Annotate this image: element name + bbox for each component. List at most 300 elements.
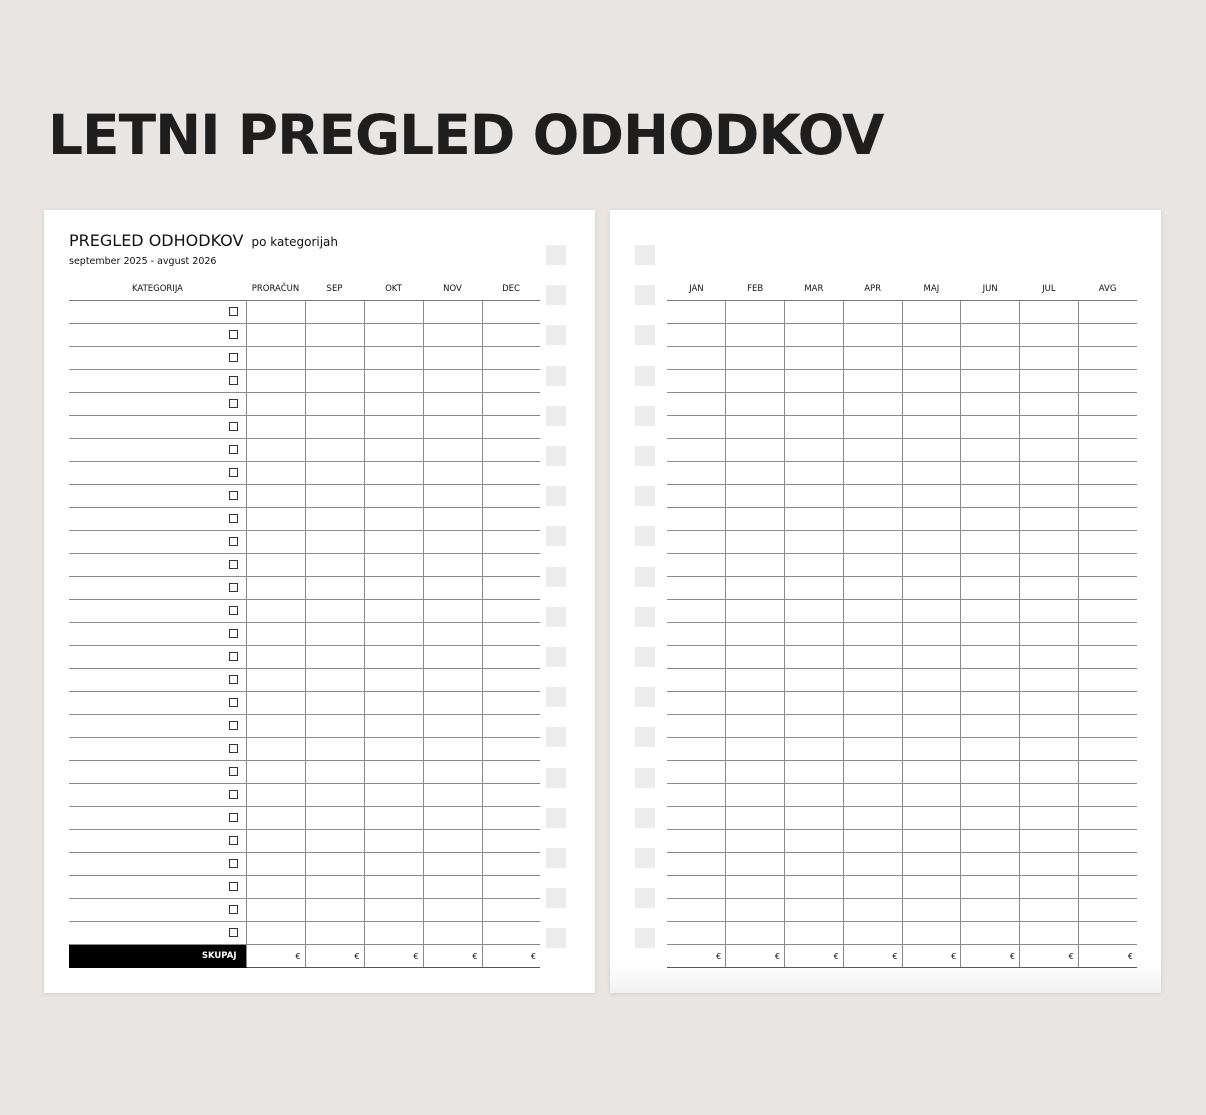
amount-cell[interactable] [843, 554, 902, 577]
amount-cell[interactable] [1078, 324, 1137, 347]
amount-cell[interactable] [667, 439, 726, 462]
amount-cell[interactable] [482, 347, 540, 370]
amount-cell[interactable] [1078, 715, 1137, 738]
side-tab[interactable] [635, 808, 655, 828]
amount-cell[interactable] [1078, 830, 1137, 853]
amount-cell[interactable] [843, 876, 902, 899]
amount-cell[interactable] [482, 715, 540, 738]
amount-cell[interactable] [667, 531, 726, 554]
category-checkbox[interactable] [229, 583, 238, 592]
side-tab[interactable] [635, 928, 655, 948]
amount-cell[interactable] [726, 853, 785, 876]
amount-cell[interactable] [423, 807, 482, 830]
amount-cell[interactable] [843, 738, 902, 761]
amount-cell[interactable] [961, 853, 1020, 876]
amount-cell[interactable] [482, 623, 540, 646]
amount-cell[interactable] [364, 485, 423, 508]
amount-cell[interactable] [423, 324, 482, 347]
side-tab[interactable] [546, 848, 566, 868]
category-checkbox[interactable] [229, 422, 238, 431]
amount-cell[interactable] [843, 669, 902, 692]
amount-cell[interactable] [246, 554, 305, 577]
amount-cell[interactable] [246, 853, 305, 876]
amount-cell[interactable] [423, 646, 482, 669]
amount-cell[interactable] [246, 416, 305, 439]
amount-cell[interactable] [843, 646, 902, 669]
amount-cell[interactable] [246, 623, 305, 646]
side-tab[interactable] [546, 647, 566, 667]
amount-cell[interactable] [785, 715, 844, 738]
amount-cell[interactable] [667, 715, 726, 738]
amount-cell[interactable] [1020, 577, 1079, 600]
amount-cell[interactable] [305, 600, 364, 623]
amount-cell[interactable] [1020, 623, 1079, 646]
amount-cell[interactable] [246, 876, 305, 899]
amount-cell[interactable] [1078, 853, 1137, 876]
amount-cell[interactable] [364, 301, 423, 324]
amount-cell[interactable] [423, 669, 482, 692]
amount-cell[interactable] [1078, 508, 1137, 531]
amount-cell[interactable] [667, 508, 726, 531]
amount-cell[interactable] [902, 692, 961, 715]
amount-cell[interactable] [667, 554, 726, 577]
amount-cell[interactable] [1078, 669, 1137, 692]
side-tab[interactable] [546, 446, 566, 466]
amount-cell[interactable] [482, 853, 540, 876]
amount-cell[interactable] [843, 830, 902, 853]
amount-cell[interactable] [364, 416, 423, 439]
amount-cell[interactable] [364, 738, 423, 761]
amount-cell[interactable] [961, 301, 1020, 324]
amount-cell[interactable] [902, 439, 961, 462]
amount-cell[interactable] [961, 692, 1020, 715]
amount-cell[interactable] [843, 853, 902, 876]
category-checkbox[interactable] [229, 399, 238, 408]
amount-cell[interactable] [667, 370, 726, 393]
amount-cell[interactable] [1078, 531, 1137, 554]
amount-cell[interactable] [726, 899, 785, 922]
amount-cell[interactable] [902, 485, 961, 508]
amount-cell[interactable] [364, 554, 423, 577]
amount-cell[interactable] [305, 899, 364, 922]
category-checkbox[interactable] [229, 629, 238, 638]
amount-cell[interactable] [667, 416, 726, 439]
amount-cell[interactable] [1020, 830, 1079, 853]
amount-cell[interactable] [961, 324, 1020, 347]
amount-cell[interactable] [667, 600, 726, 623]
amount-cell[interactable] [246, 462, 305, 485]
amount-cell[interactable] [1020, 324, 1079, 347]
amount-cell[interactable] [482, 554, 540, 577]
amount-cell[interactable] [1020, 554, 1079, 577]
category-cell[interactable] [69, 899, 246, 922]
amount-cell[interactable] [902, 830, 961, 853]
amount-cell[interactable] [902, 393, 961, 416]
amount-cell[interactable] [961, 784, 1020, 807]
amount-cell[interactable] [961, 646, 1020, 669]
amount-cell[interactable] [364, 577, 423, 600]
amount-cell[interactable] [785, 324, 844, 347]
amount-cell[interactable] [246, 485, 305, 508]
amount-cell[interactable] [785, 577, 844, 600]
amount-cell[interactable] [902, 922, 961, 945]
category-cell[interactable] [69, 830, 246, 853]
amount-cell[interactable] [785, 876, 844, 899]
category-cell[interactable] [69, 692, 246, 715]
amount-cell[interactable] [785, 853, 844, 876]
amount-cell[interactable] [785, 531, 844, 554]
category-cell[interactable] [69, 646, 246, 669]
amount-cell[interactable] [482, 416, 540, 439]
amount-cell[interactable] [1020, 416, 1079, 439]
amount-cell[interactable] [423, 623, 482, 646]
amount-cell[interactable] [726, 508, 785, 531]
amount-cell[interactable] [305, 830, 364, 853]
amount-cell[interactable] [1020, 876, 1079, 899]
total-amount-cell[interactable]: € [1078, 945, 1137, 968]
category-checkbox[interactable] [229, 767, 238, 776]
amount-cell[interactable] [364, 370, 423, 393]
amount-cell[interactable] [843, 623, 902, 646]
amount-cell[interactable] [785, 646, 844, 669]
amount-cell[interactable] [305, 577, 364, 600]
total-amount-cell[interactable]: € [423, 945, 482, 968]
amount-cell[interactable] [785, 738, 844, 761]
amount-cell[interactable] [1078, 301, 1137, 324]
amount-cell[interactable] [726, 439, 785, 462]
amount-cell[interactable] [902, 738, 961, 761]
amount-cell[interactable] [305, 784, 364, 807]
category-checkbox[interactable] [229, 882, 238, 891]
category-cell[interactable] [69, 876, 246, 899]
side-tab[interactable] [546, 366, 566, 386]
amount-cell[interactable] [482, 439, 540, 462]
side-tab[interactable] [635, 727, 655, 747]
total-amount-cell[interactable]: € [305, 945, 364, 968]
category-cell[interactable] [69, 784, 246, 807]
amount-cell[interactable] [364, 393, 423, 416]
amount-cell[interactable] [843, 807, 902, 830]
category-checkbox[interactable] [229, 514, 238, 523]
amount-cell[interactable] [246, 899, 305, 922]
amount-cell[interactable] [785, 439, 844, 462]
amount-cell[interactable] [1078, 807, 1137, 830]
side-tab[interactable] [635, 687, 655, 707]
amount-cell[interactable] [423, 554, 482, 577]
side-tab[interactable] [635, 526, 655, 546]
amount-cell[interactable] [961, 899, 1020, 922]
amount-cell[interactable] [843, 715, 902, 738]
category-checkbox[interactable] [229, 744, 238, 753]
amount-cell[interactable] [961, 347, 1020, 370]
amount-cell[interactable] [843, 416, 902, 439]
amount-cell[interactable] [246, 715, 305, 738]
category-cell[interactable] [69, 554, 246, 577]
amount-cell[interactable] [423, 301, 482, 324]
amount-cell[interactable] [1078, 370, 1137, 393]
amount-cell[interactable] [1020, 761, 1079, 784]
side-tab[interactable] [635, 768, 655, 788]
category-cell[interactable] [69, 370, 246, 393]
amount-cell[interactable] [482, 370, 540, 393]
category-cell[interactable] [69, 922, 246, 945]
amount-cell[interactable] [961, 807, 1020, 830]
amount-cell[interactable] [305, 347, 364, 370]
category-checkbox[interactable] [229, 836, 238, 845]
amount-cell[interactable] [843, 393, 902, 416]
amount-cell[interactable] [1020, 301, 1079, 324]
side-tab[interactable] [635, 888, 655, 908]
amount-cell[interactable] [843, 531, 902, 554]
amount-cell[interactable] [305, 531, 364, 554]
amount-cell[interactable] [364, 646, 423, 669]
side-tab[interactable] [546, 245, 566, 265]
amount-cell[interactable] [726, 531, 785, 554]
amount-cell[interactable] [364, 784, 423, 807]
amount-cell[interactable] [364, 600, 423, 623]
amount-cell[interactable] [726, 600, 785, 623]
amount-cell[interactable] [667, 669, 726, 692]
category-cell[interactable] [69, 853, 246, 876]
amount-cell[interactable] [902, 462, 961, 485]
side-tab[interactable] [546, 526, 566, 546]
category-cell[interactable] [69, 324, 246, 347]
amount-cell[interactable] [305, 393, 364, 416]
amount-cell[interactable] [667, 623, 726, 646]
amount-cell[interactable] [667, 899, 726, 922]
amount-cell[interactable] [246, 646, 305, 669]
amount-cell[interactable] [482, 508, 540, 531]
amount-cell[interactable] [246, 324, 305, 347]
amount-cell[interactable] [902, 784, 961, 807]
amount-cell[interactable] [482, 301, 540, 324]
category-cell[interactable] [69, 485, 246, 508]
amount-cell[interactable] [364, 830, 423, 853]
amount-cell[interactable] [305, 646, 364, 669]
amount-cell[interactable] [843, 600, 902, 623]
amount-cell[interactable] [1020, 485, 1079, 508]
category-checkbox[interactable] [229, 376, 238, 385]
amount-cell[interactable] [1020, 899, 1079, 922]
amount-cell[interactable] [667, 784, 726, 807]
category-checkbox[interactable] [229, 560, 238, 569]
amount-cell[interactable] [482, 485, 540, 508]
amount-cell[interactable] [843, 761, 902, 784]
category-cell[interactable] [69, 669, 246, 692]
amount-cell[interactable] [1020, 531, 1079, 554]
category-cell[interactable] [69, 531, 246, 554]
amount-cell[interactable] [482, 531, 540, 554]
side-tab[interactable] [635, 647, 655, 667]
category-cell[interactable] [69, 347, 246, 370]
side-tab[interactable] [635, 285, 655, 305]
amount-cell[interactable] [423, 738, 482, 761]
amount-cell[interactable] [667, 462, 726, 485]
amount-cell[interactable] [423, 462, 482, 485]
amount-cell[interactable] [246, 738, 305, 761]
amount-cell[interactable] [667, 301, 726, 324]
amount-cell[interactable] [1020, 784, 1079, 807]
amount-cell[interactable] [423, 853, 482, 876]
side-tab[interactable] [635, 245, 655, 265]
total-amount-cell[interactable]: € [482, 945, 540, 968]
amount-cell[interactable] [902, 301, 961, 324]
amount-cell[interactable] [1020, 807, 1079, 830]
amount-cell[interactable] [726, 646, 785, 669]
amount-cell[interactable] [785, 899, 844, 922]
amount-cell[interactable] [482, 646, 540, 669]
amount-cell[interactable] [305, 370, 364, 393]
side-tab[interactable] [546, 928, 566, 948]
amount-cell[interactable] [667, 922, 726, 945]
amount-cell[interactable] [667, 646, 726, 669]
category-checkbox[interactable] [229, 905, 238, 914]
amount-cell[interactable] [902, 370, 961, 393]
amount-cell[interactable] [726, 692, 785, 715]
category-checkbox[interactable] [229, 928, 238, 937]
amount-cell[interactable] [961, 531, 1020, 554]
amount-cell[interactable] [1020, 508, 1079, 531]
side-tab[interactable] [635, 325, 655, 345]
amount-cell[interactable] [785, 669, 844, 692]
amount-cell[interactable] [902, 715, 961, 738]
amount-cell[interactable] [902, 347, 961, 370]
amount-cell[interactable] [482, 899, 540, 922]
amount-cell[interactable] [961, 393, 1020, 416]
amount-cell[interactable] [961, 600, 1020, 623]
amount-cell[interactable] [726, 554, 785, 577]
side-tab[interactable] [546, 727, 566, 747]
amount-cell[interactable] [246, 301, 305, 324]
category-cell[interactable] [69, 807, 246, 830]
amount-cell[interactable] [726, 738, 785, 761]
amount-cell[interactable] [1020, 922, 1079, 945]
amount-cell[interactable] [902, 646, 961, 669]
category-checkbox[interactable] [229, 698, 238, 707]
category-cell[interactable] [69, 600, 246, 623]
side-tab[interactable] [546, 808, 566, 828]
side-tab[interactable] [546, 567, 566, 587]
category-checkbox[interactable] [229, 445, 238, 454]
amount-cell[interactable] [902, 669, 961, 692]
amount-cell[interactable] [364, 807, 423, 830]
amount-cell[interactable] [667, 485, 726, 508]
side-tab[interactable] [635, 607, 655, 627]
amount-cell[interactable] [961, 623, 1020, 646]
amount-cell[interactable] [785, 761, 844, 784]
amount-cell[interactable] [785, 301, 844, 324]
amount-cell[interactable] [246, 807, 305, 830]
category-cell[interactable] [69, 393, 246, 416]
amount-cell[interactable] [482, 577, 540, 600]
amount-cell[interactable] [423, 531, 482, 554]
amount-cell[interactable] [1078, 439, 1137, 462]
amount-cell[interactable] [1078, 393, 1137, 416]
amount-cell[interactable] [961, 370, 1020, 393]
amount-cell[interactable] [843, 692, 902, 715]
amount-cell[interactable] [423, 416, 482, 439]
category-cell[interactable] [69, 508, 246, 531]
amount-cell[interactable] [246, 439, 305, 462]
category-cell[interactable] [69, 301, 246, 324]
amount-cell[interactable] [667, 876, 726, 899]
amount-cell[interactable] [785, 807, 844, 830]
amount-cell[interactable] [305, 416, 364, 439]
amount-cell[interactable] [423, 370, 482, 393]
amount-cell[interactable] [902, 531, 961, 554]
amount-cell[interactable] [843, 462, 902, 485]
amount-cell[interactable] [843, 301, 902, 324]
amount-cell[interactable] [961, 876, 1020, 899]
amount-cell[interactable] [843, 899, 902, 922]
total-amount-cell[interactable]: € [843, 945, 902, 968]
amount-cell[interactable] [482, 830, 540, 853]
side-tab[interactable] [546, 486, 566, 506]
amount-cell[interactable] [1020, 462, 1079, 485]
amount-cell[interactable] [961, 761, 1020, 784]
category-checkbox[interactable] [229, 307, 238, 316]
amount-cell[interactable] [726, 830, 785, 853]
amount-cell[interactable] [1078, 876, 1137, 899]
amount-cell[interactable] [1020, 347, 1079, 370]
amount-cell[interactable] [305, 922, 364, 945]
amount-cell[interactable] [843, 324, 902, 347]
amount-cell[interactable] [1078, 922, 1137, 945]
amount-cell[interactable] [961, 508, 1020, 531]
amount-cell[interactable] [423, 393, 482, 416]
amount-cell[interactable] [305, 439, 364, 462]
side-tab[interactable] [546, 687, 566, 707]
category-checkbox[interactable] [229, 537, 238, 546]
amount-cell[interactable] [423, 577, 482, 600]
amount-cell[interactable] [364, 462, 423, 485]
amount-cell[interactable] [364, 922, 423, 945]
amount-cell[interactable] [1078, 554, 1137, 577]
amount-cell[interactable] [482, 784, 540, 807]
amount-cell[interactable] [961, 462, 1020, 485]
amount-cell[interactable] [961, 416, 1020, 439]
amount-cell[interactable] [1020, 439, 1079, 462]
total-amount-cell[interactable]: € [961, 945, 1020, 968]
amount-cell[interactable] [785, 462, 844, 485]
amount-cell[interactable] [902, 577, 961, 600]
amount-cell[interactable] [667, 347, 726, 370]
amount-cell[interactable] [785, 393, 844, 416]
amount-cell[interactable] [726, 761, 785, 784]
side-tab[interactable] [635, 446, 655, 466]
amount-cell[interactable] [785, 485, 844, 508]
amount-cell[interactable] [1078, 462, 1137, 485]
amount-cell[interactable] [726, 623, 785, 646]
amount-cell[interactable] [726, 393, 785, 416]
amount-cell[interactable] [364, 439, 423, 462]
amount-cell[interactable] [1078, 347, 1137, 370]
amount-cell[interactable] [423, 830, 482, 853]
amount-cell[interactable] [482, 922, 540, 945]
amount-cell[interactable] [482, 462, 540, 485]
amount-cell[interactable] [246, 922, 305, 945]
amount-cell[interactable] [305, 738, 364, 761]
amount-cell[interactable] [305, 554, 364, 577]
amount-cell[interactable] [364, 347, 423, 370]
amount-cell[interactable] [364, 623, 423, 646]
amount-cell[interactable] [364, 899, 423, 922]
amount-cell[interactable] [1078, 577, 1137, 600]
amount-cell[interactable] [423, 899, 482, 922]
amount-cell[interactable] [961, 485, 1020, 508]
amount-cell[interactable] [667, 324, 726, 347]
category-cell[interactable] [69, 738, 246, 761]
